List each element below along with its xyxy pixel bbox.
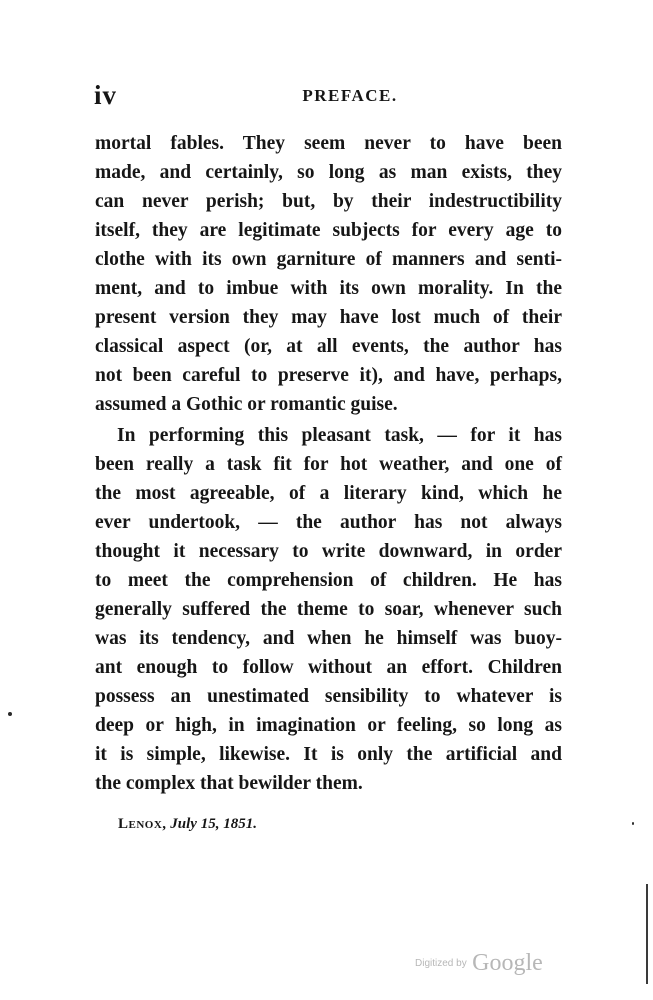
google-logo: Google [472, 950, 543, 976]
text-line: mortal fables. They seem never to have been [95, 133, 562, 154]
text-line: the most agreeable, of a literary kind, which he [95, 483, 562, 504]
text-line: not been careful to preserve it), and have, perhaps, [95, 365, 562, 386]
text-line: generally suffered the theme to soar, whenever such [95, 599, 562, 620]
text-line: In performing this pleasant task, — for it has [117, 425, 562, 446]
text-line: present version they may have lost much of their [95, 307, 562, 328]
text-line: thought it necessary to write downward, in order [95, 541, 562, 562]
text-line: can never perish; but, by their indestructibility [95, 191, 562, 212]
text-line: assumed a Gothic or romantic guise. [95, 394, 398, 415]
text-line: deep or high, in imagination or feeling, so long as [95, 715, 562, 736]
text-line: classical aspect (or, at all events, the author has [95, 336, 562, 357]
page-edge-line [646, 884, 648, 984]
text-line: was its tendency, and when he himself was buoy- [95, 628, 562, 649]
signature [118, 816, 257, 833]
text-line: the complex that bewilder them. [95, 773, 363, 794]
text-line: it is simple, likewise. It is only the artificial and [95, 744, 562, 765]
text-line: to meet the comprehension of children. He has [95, 570, 562, 591]
text-line: itself, they are legitimate subjects for every age to [95, 220, 562, 241]
text-line: made, and certainly, so long as man exists, they [95, 162, 562, 183]
text-line: ever undertook, — the author has not always [95, 512, 562, 533]
running-title: PREFACE. [302, 86, 398, 105]
page-number: iv [94, 80, 118, 110]
text-line: ant enough to follow without an effort. Children [95, 657, 562, 678]
scan-speck [8, 712, 12, 716]
text-line: ment, and to imbue with its own morality. In the [95, 278, 562, 299]
watermark-prefix: Digitized by [415, 958, 467, 969]
text-line: been really a task fit for hot weather, and one of [95, 454, 562, 475]
signature-place: Lenox, [118, 816, 167, 832]
signature-date: July 15, 1851. [170, 816, 257, 832]
text-line: clothe with its own garniture of manners and senti- [95, 249, 562, 270]
scan-speck [632, 822, 634, 825]
text-line: possess an unestimated sensibility to whatever is [95, 686, 562, 707]
digitized-by-google-watermark [415, 950, 543, 977]
